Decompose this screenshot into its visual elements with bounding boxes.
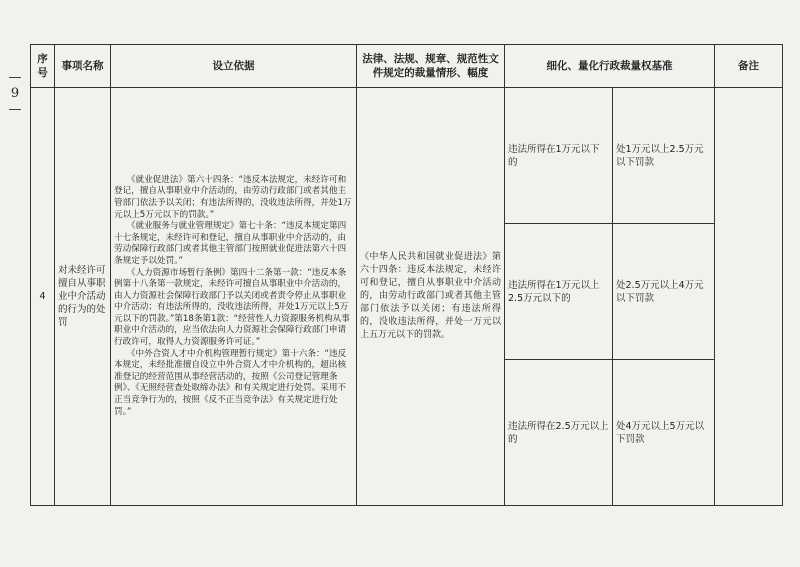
tier-range-cell: 违法所得在1万元以下的	[505, 88, 613, 224]
basis-paragraph: 《就业服务与就业管理规定》第七十条：“违反本规定第四十七条规定，未经许可和登记，擅自从事职业中介活动的，由劳动保障行政部门或者其他主管部门按照就业促进法第六十四条规定予以处罚。”	[114, 221, 347, 266]
tier-fine-cell: 处1万元以上2.5万元以下罚款	[613, 88, 715, 224]
item-name-cell: 对未经许可擅自从事职业中介活动的行为的处罚	[55, 88, 111, 506]
table-row	[31, 88, 783, 224]
header-row	[31, 45, 783, 88]
tier-range-cell: 违法所得在1万元以上2.5万元以下的	[505, 224, 613, 360]
seq-cell: 4	[31, 88, 55, 506]
basis-cell	[111, 88, 357, 506]
header-law: 法律、法规、规章、规范性文件规定的裁量情形、幅度	[357, 45, 505, 88]
basis-paragraph: 《人力资源市场暂行条例》第四十二条第一款：“违反本条例第十八条第一款规定，未经许可擅自从事职业中介活动的，由人力资源社会保障行政部门予以关闭或者责令停止从事职业中介活动；有违法所得的，没收违法所得，并处1万元以上5万元以下的罚款。”第18条第1款：“经营性人力资源服务机构从事职业中介活动的，应当依法向人力资源社会保障行政部门申请行政许可，取得人力资源服务许可证。”	[114, 267, 350, 348]
tier-range-cell: 违法所得在2.5万元以上的	[505, 360, 613, 506]
header-seq: 序号	[31, 45, 55, 88]
law-cell: 《中华人民共和国就业促进法》第六十四条：违反本法规定，未经许可和登记，擅自从事职业中介活动的，由劳动行政部门或者其他主管部门依法予以关闭；有违法所得的，没收违法所得，并处一万元以上五万元以下的罚款。	[357, 88, 505, 506]
header-standard: 细化、量化行政裁量权基准	[505, 45, 715, 88]
tier-fine-cell: 处4万元以上5万元以下罚款	[613, 360, 715, 506]
note-cell	[715, 88, 783, 506]
page-number-digit: 9	[10, 86, 20, 101]
basis-paragraph: 《就业促进法》第六十四条：“违反本法规定，未经许可和登记，擅自从事职业中介活动的，由劳动行政部门或者其他主管部门依法予以关闭；有违法所得的，没收违法所得，并处1万元以上5万元以下的罚款。”	[114, 174, 352, 220]
header-note: 备注	[715, 45, 783, 88]
tier-fine-cell: 处2.5万元以上4万元以下罚款	[613, 224, 715, 360]
header-item: 事项名称	[55, 45, 111, 88]
page-number: — 9 —	[8, 70, 22, 117]
basis-paragraph: 《中外合资人才中介机构管理暂行规定》第十六条：“违反本规定，未经批准擅自设立中外合资人才中介机构的，超出核准登记的经营范围从事经营活动的，按照《公司登记管理条例》、《无照经营查处取缔办法》和有关规定进行处罚。采用不正当竞争行为的，按照《反不正当竞争法》有关规定进行处罚。”	[114, 348, 347, 417]
discretion-table	[30, 44, 783, 506]
header-basis: 设立依据	[111, 45, 357, 88]
